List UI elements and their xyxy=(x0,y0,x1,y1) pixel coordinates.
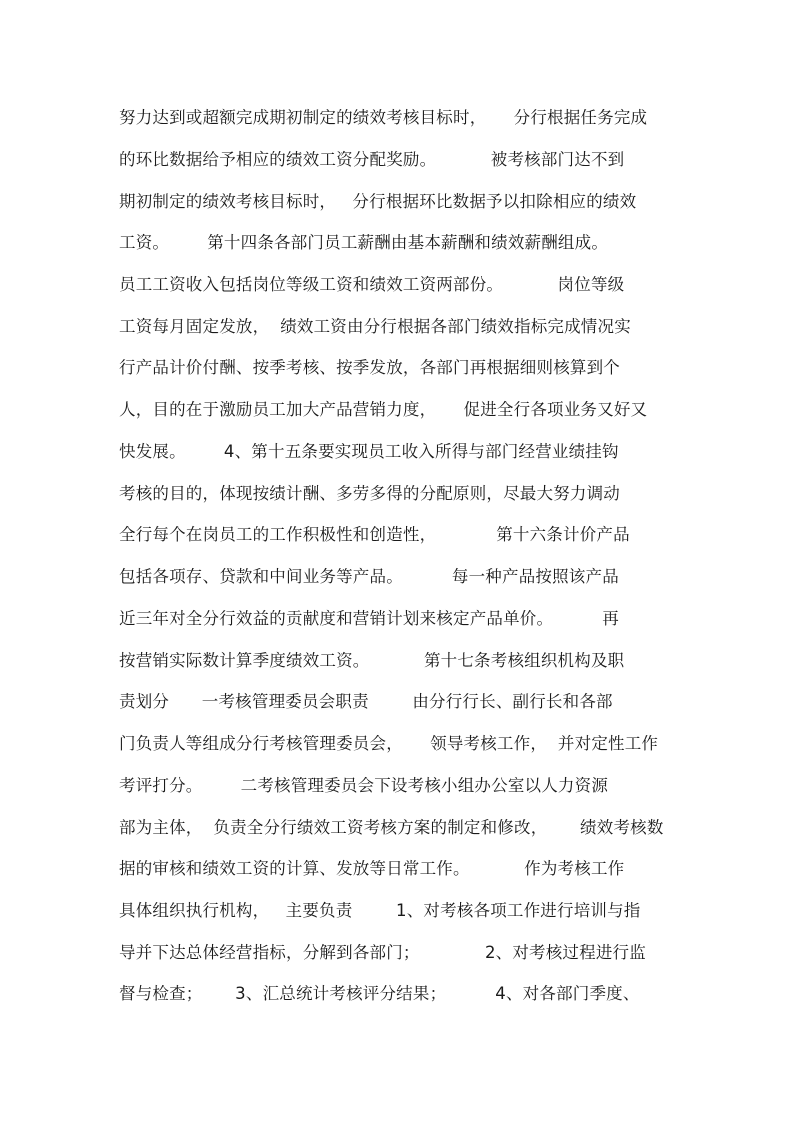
text-line: 工资每月固定发放， 绩效工资由分行根据各部门绩效指标完成情况实 xyxy=(119,317,631,336)
text-line: 导并下达总体经营指标，分解到各部门； 2、对考核过程进行监 xyxy=(119,943,646,962)
text-line: 全行每个在岗员工的工作积极性和创造性， 第十六条计价产品 xyxy=(119,525,630,544)
text-line: 期初制定的绩效考核目标时， 分行根据环比数据予以扣除相应的绩效 xyxy=(119,192,637,211)
text-line: 部为主体， 负责全分行绩效工资考核方案的制定和修改， 绩效考核数 xyxy=(119,818,664,837)
text-line: 人，目的在于激励员工加大产品营销力度， 促进全行各项业务又好又 xyxy=(119,400,648,419)
text-line: 具体组织执行机构， 主要负责 1、对考核各项工作进行培训与指 xyxy=(119,901,641,920)
text-line: 考核的目的，体现按绩计酬、多劳多得的分配原则，尽最大努力调动 xyxy=(119,484,620,503)
text-line: 行产品计价付酬、按季考核、按季发放，各部门再根据细则核算到个 xyxy=(119,358,620,377)
text-line: 的环比数据给予相应的绩效工资分配奖励。 被考核部门达不到 xyxy=(119,150,625,169)
text-line: 员工工资收入包括岗位等级工资和绩效工资两部份。 岗位等级 xyxy=(119,275,625,294)
text-line: 门负责人等组成分行考核管理委员会， 领导考核工作， 并对定性工作 xyxy=(119,734,659,753)
text-line: 按营销实际数计算季度绩效工资。 第十七条考核组织机构及职 xyxy=(119,651,625,670)
text-line: 快发展。 4、第十五条要实现员工收入所得与部门经营业绩挂钩 xyxy=(119,442,619,461)
text-line: 督与检查； 3、汇总统计考核评分结果； 4、对各部门季度、 xyxy=(119,984,640,1003)
text-line: 考评打分。 二考核管理委员会下设考核小组办公室以人力资源 xyxy=(119,776,609,795)
text-line: 包括各项存、贷款和中间业务等产品。 每一种产品按照该产品 xyxy=(119,567,619,586)
text-line: 工资。 第十四条各部门员工薪酬由基本薪酬和绩效薪酬组成。 xyxy=(119,233,609,252)
text-line: 责划分 一考核管理委员会职责 由分行行长、副行长和各部 xyxy=(119,692,613,711)
text-line: 努力达到或超额完成期初制定的绩效考核目标时， 分行根据任务完成 xyxy=(119,108,648,127)
text-line: 据的审核和绩效工资的计算、发放等日常工作。 作为考核工作 xyxy=(119,859,625,878)
text-line: 近三年对全分行效益的贡献度和营销计划来核定产品单价。 再 xyxy=(119,609,619,628)
